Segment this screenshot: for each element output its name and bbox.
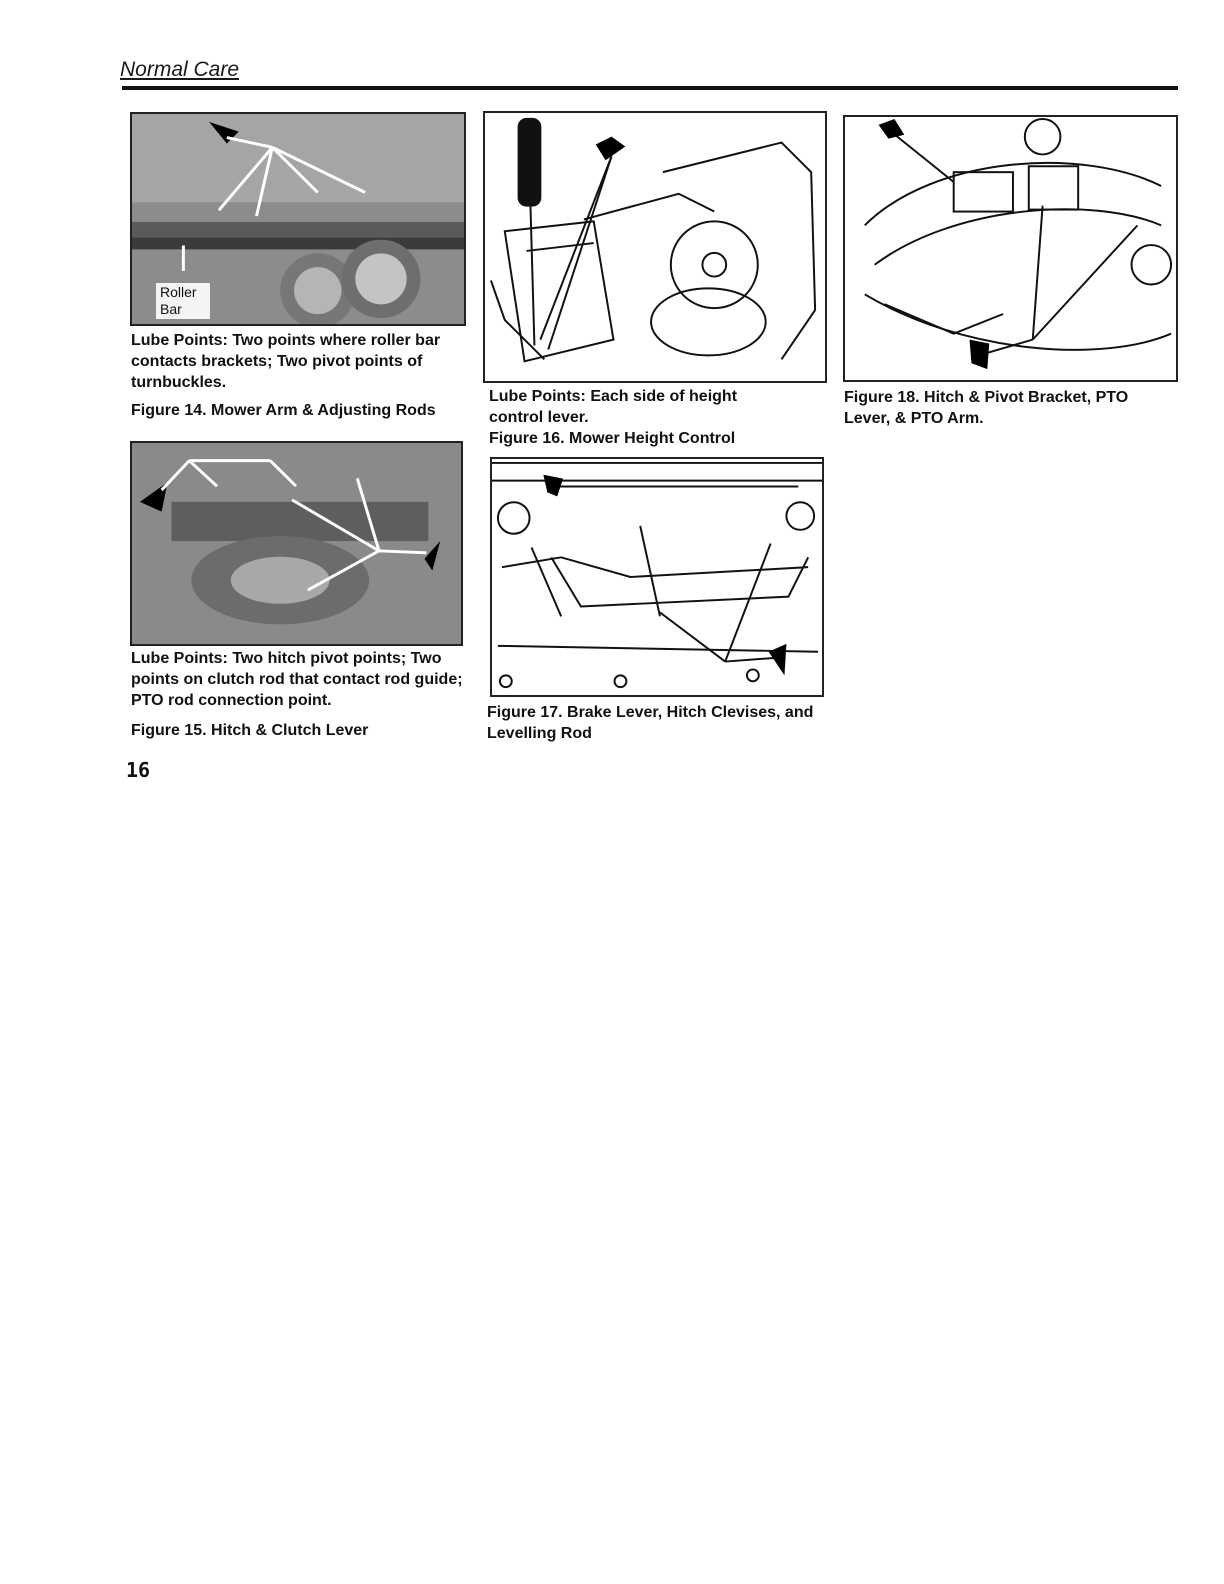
figure-18-drawing [845, 117, 1176, 380]
figure-16-image [483, 111, 827, 383]
figure-16-lube-points: Lube Points: Each side of height control lever. [489, 388, 738, 426]
figure-18-image [843, 115, 1178, 382]
figure-16-caption: Figure 16. Mower Height Control [489, 430, 736, 447]
figure-16-drawing [485, 113, 825, 381]
roller-bar-label: Roller Bar [156, 283, 210, 319]
header-rule [122, 86, 1178, 90]
figure-14-lube-points: Lube Points: Two points where roller bar contacts brackets; Two pivot points of turnbuckles. [131, 332, 441, 391]
section-title: Normal Care [120, 58, 240, 81]
figure-15-image [130, 441, 463, 646]
page-number: 16 [126, 758, 151, 782]
figure-15-lube-points: Lube Points: Two hitch pivot points; Two points on clutch rod that contact rod guide; PTO rod connection point. [131, 650, 463, 709]
figure-18-caption: Figure 18. Hitch & Pivot Bracket, PTO Lever, & PTO Arm. [844, 389, 1129, 427]
figure-14-caption: Figure 14. Mower Arm & Adjusting Rods [131, 402, 436, 419]
figure-15-caption: Figure 15. Hitch & Clutch Lever [131, 722, 369, 739]
figure-17-caption: Figure 17. Brake Lever, Hitch Clevises, and Levelling Rod [487, 704, 814, 742]
figure-15-drawing [132, 443, 461, 644]
figure-17-image [490, 457, 824, 697]
figure-17-drawing [492, 459, 822, 695]
